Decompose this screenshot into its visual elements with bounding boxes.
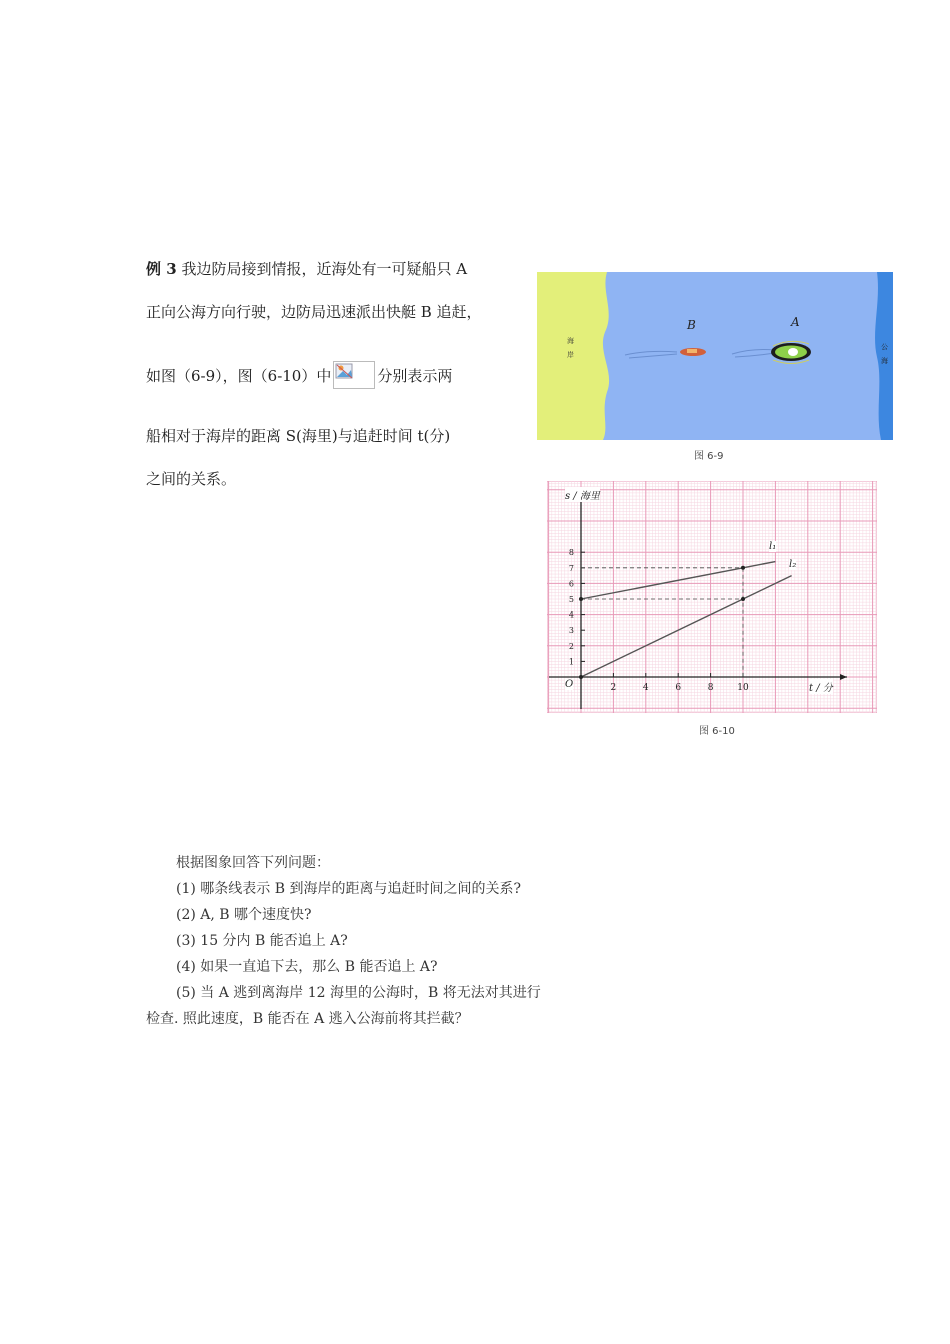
data-point (741, 566, 745, 570)
example-line-2: 正向公海方向行驶，边防局迅速派出快艇 B 追赶， (146, 303, 482, 321)
example-line-3b: 分别表示两 (377, 367, 453, 385)
question-5-line-1: (5) 当 A 逃到离海岸 12 海里的公海时，B 将无法对其进行 (176, 985, 541, 1001)
question-4: (4) 如果一直追下去，那么 B 能否追上 A? (176, 959, 438, 975)
y-tick-label: 3 (568, 626, 574, 636)
y-tick-label: 8 (568, 548, 574, 558)
data-point (579, 597, 583, 601)
boat-b-icon (680, 348, 706, 356)
figure-6-9 (537, 272, 893, 440)
boat-illustration (537, 272, 893, 440)
example-line-3 (146, 361, 452, 389)
x-tick-label: 2 (610, 683, 617, 693)
example-line-1-text: 我边防局接到情报，近海处有一可疑船只 A (181, 260, 468, 278)
example-line-5: 之间的关系。 (146, 470, 237, 488)
figure-6-10-caption: 图 6-10 (699, 726, 735, 737)
y-tick-label: 6 (568, 579, 574, 589)
example-label: 例 3 (146, 260, 177, 278)
y-tick-label: 5 (568, 595, 574, 604)
boat-a-label: A (791, 315, 800, 329)
y-axis-label: s / 海里 (565, 487, 600, 502)
x-tick-label: 6 (675, 683, 682, 693)
line-label-l1: l₁ (769, 541, 777, 552)
x-axis-label: t / 分 (809, 679, 833, 694)
question-1: (1) 哪条线表示 B 到海岸的距离与追赶时间之间的关系? (176, 881, 521, 897)
figure-6-10 (547, 481, 877, 717)
coast-label: 海 岸 (567, 337, 574, 359)
questions-intro: 根据图象回答下列问题： (176, 855, 330, 871)
y-tick-label: 2 (568, 641, 574, 651)
question-2: (2) A, B 哪个速度快? (176, 907, 312, 923)
origin-label: O (565, 679, 574, 690)
line-label-l2: l₂ (789, 559, 797, 570)
y-tick-label: 7 (568, 563, 574, 573)
boat-b-label: B (687, 318, 696, 332)
y-tick-label: 4 (568, 610, 574, 620)
x-tick-label: 10 (737, 683, 749, 693)
y-tick-label: 1 (568, 657, 574, 667)
broken-image-icon (333, 361, 375, 389)
figure-6-9-caption: 图 6-9 (694, 451, 724, 462)
example-line-3a: 如图（6-9），图（6-10）中 (146, 367, 332, 385)
data-point (741, 597, 745, 601)
sea-label: 公 海 (881, 343, 888, 365)
question-5-line-2: 检查. 照此速度，B 能否在 A 逃入公海前将其拦截？ (146, 1011, 469, 1027)
example-line-4: 船相对于海岸的距离 S(海里)与追赶时间 t(分) (146, 427, 451, 445)
data-point (579, 675, 583, 679)
question-3: (3) 15 分内 B 能否追上 A? (176, 933, 348, 949)
example-line-1 (146, 258, 467, 279)
x-tick-label: 8 (707, 683, 714, 693)
x-tick-label: 4 (642, 683, 649, 693)
